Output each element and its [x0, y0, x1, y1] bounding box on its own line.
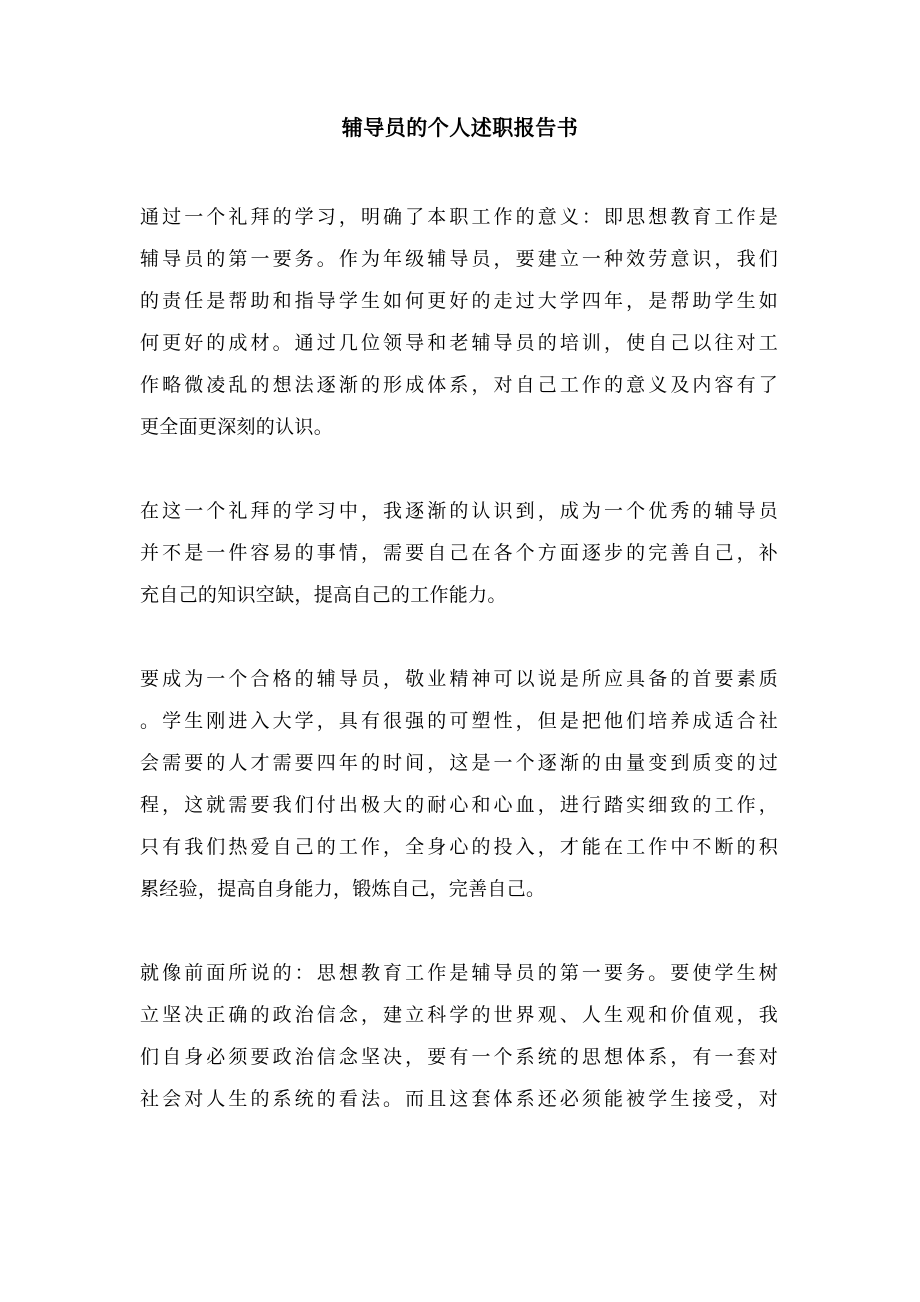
- text-line: 要成为一个合格的辅导员，敬业精神可以说是所应具备的首要素质: [140, 668, 778, 690]
- text-line: 更全面更深刻的认识。: [140, 416, 334, 438]
- text-line: 作略微凌乱的想法逐渐的形成体系，对自己工作的意义及内容有了: [140, 374, 778, 396]
- text-line: 会需要的人才需要四年的时间，这是一个逐渐的由量变到质变的过: [140, 752, 778, 774]
- text-line: 在这一个礼拜的学习中，我逐渐的认识到，成为一个优秀的辅导员: [140, 500, 778, 522]
- paragraph-1: [140, 196, 778, 448]
- text-line: 立坚决正确的政治信念，建立科学的世界观、人生观和价值观，我: [140, 1004, 778, 1026]
- text-line: 充自己的知识空缺，提高自己的工作能力。: [140, 584, 507, 606]
- text-line: 辅导员的第一要务。作为年级辅导员，要建立一种效劳意识，我们: [140, 248, 778, 270]
- paragraph-3: [140, 658, 778, 910]
- text-line: 。学生刚进入大学，具有很强的可塑性，但是把他们培养成适合社: [140, 710, 778, 732]
- text-line: 何更好的成材。通过几位领导和老辅导员的培训，使自己以往对工: [140, 332, 778, 354]
- paragraph-4: [140, 952, 778, 1120]
- text-line: 们自身必须要政治信念坚决，要有一个系统的思想体系，有一套对: [140, 1046, 778, 1068]
- text-line: 程，这就需要我们付出极大的耐心和心血，进行踏实细致的工作，: [140, 794, 778, 816]
- text-line: 的责任是帮助和指导学生如何更好的走过大学四年，是帮助学生如: [140, 290, 778, 312]
- text-line: 只有我们热爱自己的工作，全身心的投入，才能在工作中不断的积: [140, 836, 778, 858]
- paragraph-2: [140, 490, 778, 616]
- text-line: 并不是一件容易的事情，需要自己在各个方面逐步的完善自己，补: [140, 542, 778, 564]
- text-line: 就像前面所说的：思想教育工作是辅导员的第一要务。要使学生树: [140, 962, 778, 984]
- text-line: 社会对人生的系统的看法。而且这套体系还必须能被学生接受，对: [140, 1088, 778, 1110]
- text-line: 通过一个礼拜的学习，明确了本职工作的意义：即思想教育工作是: [140, 206, 778, 228]
- text-line: 累经验，提高自身能力，锻炼自己，完善自己。: [140, 878, 546, 900]
- document-title: 辅导员的个人述职报告书: [341, 115, 579, 140]
